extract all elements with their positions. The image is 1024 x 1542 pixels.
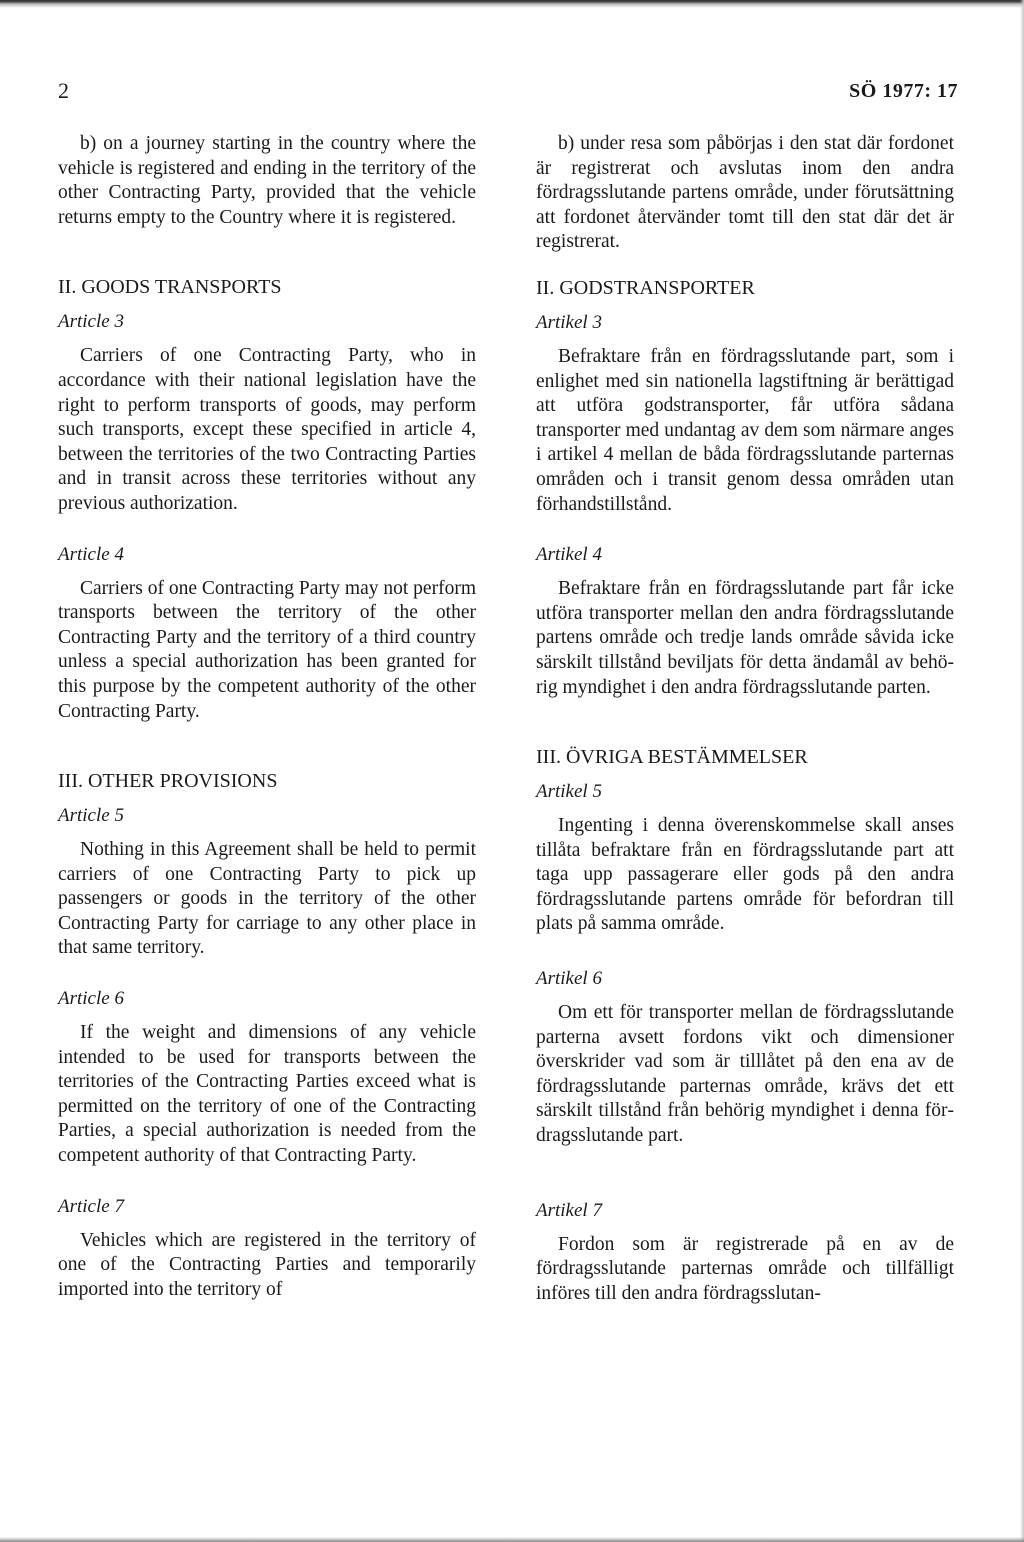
sv-b-clause: b) under resa som påbörjas i den stat där fordonet är registrerat och avslutas inom den andra fördragsslutande partens område, under förutsättning att fordonet återvänder tomt till den stat där det är registrerat. <box>536 133 954 253</box>
swedish-column <box>536 132 954 1306</box>
english-column <box>58 132 476 1302</box>
running-head: SÖ 1977: 17 <box>849 80 958 102</box>
en-article-4-heading: Article 4 <box>58 543 124 565</box>
en-article-7-text: Vehicles which are registered in the territory of one of the Contracting Parties and temporarily imported into the territory of <box>58 1229 476 1300</box>
en-article-6-text: If the weight and dimensions of any vehicle intended to be used for transports between the territories of the Contracting Parties exceed what is permitted on the territory of one of the Contracting Parties, a special authorization is needed from the competent authority of that Contracting Party. <box>58 1022 476 1167</box>
sv-section-3-title: III. ÖVRIGA BESTÄMMELSER <box>536 746 808 769</box>
sv-article-7-heading: Artikel 7 <box>536 1199 602 1221</box>
en-section-3-title: III. OTHER PROVISIONS <box>58 770 278 793</box>
sv-article-4-text: Befraktare från en fördragsslutande part får icke utföra transporter mellan den andra fördragsslutande partens område och tredje lands område såvida icke särskilt tillstånd beviljats för detta ändamål av behörig myndighet i den andra fördragsslutande parten. <box>536 578 954 698</box>
scan-edge-top <box>0 0 1024 8</box>
page-number: 2 <box>58 78 69 103</box>
en-b-clause: b) on a journey starting in the country where the vehicle is registered and ending in the territory of the other Contracting Party, provided that the vehicle returns empty to the Country where it is registered. <box>58 133 476 228</box>
en-article-3-heading: Article 3 <box>58 311 124 333</box>
sv-article-5-text: Ingenting i denna överenskommelse skall anses tillåta befraktare från en fördragsslutande part att taga upp passagerare eller gods på den andra fördragsslutande partens område för befordran till plats på samma område. <box>536 815 954 935</box>
en-article-6-heading: Article 6 <box>58 988 124 1010</box>
sv-article-7-text: Fordon som är registrerade på en av de fördragsslutande parternas område och tillfälligt införes till den andra fördragsslutan- <box>536 1233 954 1304</box>
sv-section-2-title: II. GODSTRANSPORTER <box>536 276 755 299</box>
en-section-2-title: II. GOODS TRANSPORTS <box>58 276 282 299</box>
sv-article-3-heading: Artikel 3 <box>536 311 602 333</box>
en-article-4-text: Carriers of one Contracting Party may not perform transports between the territory of the other Contracting Party and the territory of a third country unless a special authorization has been granted for this purpose by the competent authority of the other Contracting Party. <box>58 577 476 722</box>
sv-article-3-text: Befraktare från en fördragsslutande part, som i enlighet med sin nationella lagstiftning är berättigad att utföra godstransporter, får utföra sådana transporter med undantag av dem som närmare anges i artikel 4 mellan de båda fördragsslutande parternas områden och i transit genom dessa områden utan förhandstillstånd. <box>536 345 954 515</box>
sv-article-6-text: Om ett för transporter mellan de fördragsslutande parterna avsett fordons vikt och dimensioner överskrider vad som är tilllåtet på den ena av de fördragsslutande parternas område, krävs det ett särskilt tillstånd från behörig myndighet i denna fördragsslutande part. <box>536 1002 954 1147</box>
en-article-7-heading: Article 7 <box>58 1195 124 1217</box>
sv-article-5-heading: Artikel 5 <box>536 781 602 803</box>
sv-article-6-heading: Artikel 6 <box>536 968 602 990</box>
en-article-3-text: Carriers of one Contracting Party, who in accordance with their national legislation have the right to perform transports of goods, may perform such transports, except these specified in article 4, between the territories of the two Contracting Parties and in transit across these territories without any previous authorization. <box>58 345 476 514</box>
en-article-5-heading: Article 5 <box>58 805 124 827</box>
en-article-5-text: Nothing in this Agreement shall be held to permit carriers of one Contracting Party to pick up passengers or goods in the territory of the other Contracting Party for carriage to any other place in that same territory. <box>58 839 476 959</box>
scan-edge-bottom <box>0 1537 1024 1542</box>
scan-edge-right <box>1020 0 1024 1542</box>
sv-article-4-heading: Artikel 4 <box>536 544 602 566</box>
